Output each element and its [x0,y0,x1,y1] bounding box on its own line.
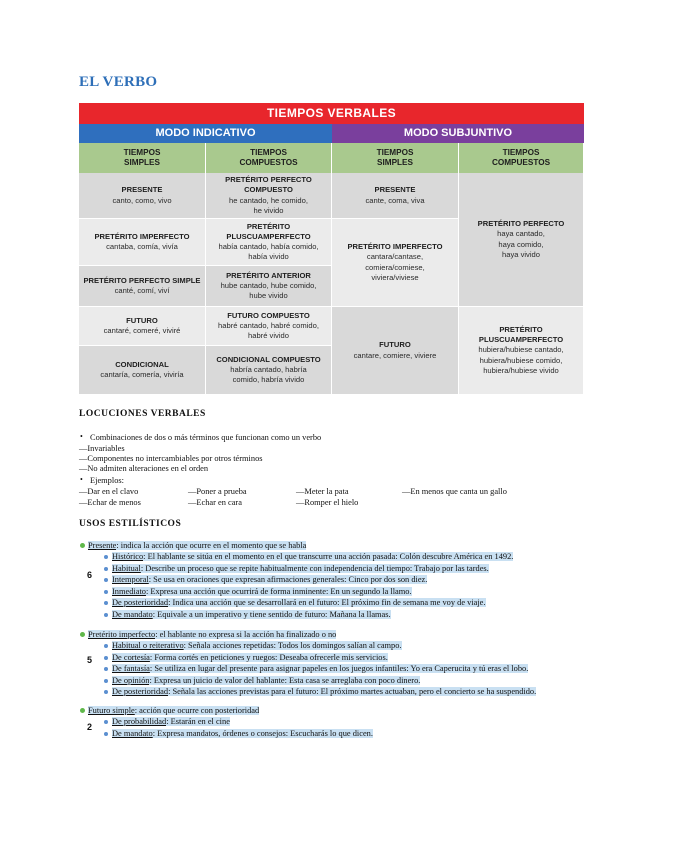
tense-example: he cantado, he comido, he vivido [229,195,308,215]
locuciones-def: Combinaciones de dos o más términos que funcionan como un verbo [90,433,322,442]
bullet: • [80,475,83,484]
uso-heading-text: : el hablante no expresa si la acción ha finalizado o no [155,630,337,639]
bullet-dot [80,543,85,548]
ind-simple-cell [79,173,206,219]
sub-bullet-dot [104,613,108,617]
tense-example: canto, como, vivo [112,195,172,205]
sub-bullet-dot [104,601,108,605]
uso-item-text: : Equivale a un imperativo y tiene sentido de futuro: Mañana la llamas. [152,609,391,619]
uso-item-label: De opinión [112,675,150,685]
tense-example: cantaré, comeré, viviré [103,326,181,335]
tense-example: hube cantado, hube comido, hube vivido [220,280,317,300]
tense-example: canté, comí, viví [114,286,170,295]
tense-name: CONDICIONAL [115,359,169,369]
tense-name: PRETÉRITO IMPERFECTO [94,231,190,241]
uso-item [112,551,513,562]
ejemplo-item: —Meter la pata [296,487,349,496]
sub-bullet-dot [104,578,108,582]
tense-example: cantare, comiere, viviere [353,350,437,360]
uso-heading-text: : acción que ocurre con posterioridad [134,706,260,715]
page-title: EL VERBO [79,74,158,90]
column-header: TIEMPOS SIMPLES [79,143,206,173]
ind-compuesto-cell [206,173,332,219]
uso-item-text: : Se utiliza en lugar del presente para asignar papeles en los juegos infantiles: Yo era Caperucita y tú eras el lobo. [149,664,529,673]
uso-item-label: Intemporal [112,575,149,584]
ejemplo-item: —En menos que canta un gallo [402,487,507,496]
uso-heading-label: Pretérito imperfecto [88,630,156,639]
sub-compuesto-cell [459,173,584,307]
tense-name: PRESENTE [121,185,163,195]
uso-heading [88,540,306,551]
tense-name: CONDICIONAL COMPUESTO [216,354,321,364]
ind-simple-cell [79,346,206,395]
sub-bullet-dot [104,590,108,594]
uso-item-label: Habitual [112,563,141,573]
column-header: TIEMPOS SIMPLES [332,143,459,173]
uso-heading-label: Futuro simple [88,706,135,715]
count-note: 5 [87,655,93,665]
uso-item-label: Habitual o reiterativo [112,641,184,650]
bullet-dot [80,632,85,637]
sub-simple-cell [332,307,459,395]
uso-item-label: Inmediato [112,586,146,596]
tense-name: PRETÉRITO PERFECTO COMPUESTO [225,175,312,195]
uso-item [112,686,536,697]
uso-item-label: De mandato [112,728,153,738]
bullet-dot [80,708,85,713]
tense-name: PRESENTE [374,185,416,195]
uso-item-text: : El hablante se sitúa en el momento en el que transcurre una acción pasada: Colón descubre América en 1492. [143,552,514,561]
uso-item [112,716,230,727]
tense-example: habría cantado, habría comido, habría vivido [230,364,307,384]
uso-item-text: : Señala acciones repetidas: Todos los domingos salían al campo. [183,641,402,650]
table-banner: TIEMPOS VERBALES [79,103,584,124]
tense-example: cante, coma, viva [365,195,425,205]
uso-item [112,609,391,620]
uso-item-label: De posterioridad [112,598,169,607]
sub-compuesto-cell [459,307,584,395]
ind-compuesto-cell [206,266,332,307]
prop-item: —Invariables [79,444,125,453]
sub-bullet-dot [104,555,108,559]
uso-item-text: : Se usa en oraciones que expresan afirmaciones generales: Cinco por dos son diez. [148,575,428,584]
column-header: TIEMPOS COMPUESTOS [459,143,584,173]
tense-example: hubiera/hubiese cantado, hubiera/hubiese comido, hubiera/hubiese vivido [478,345,564,375]
tense-example: había cantado, había comido, había vivido [218,242,319,262]
uso-item-label: De fantasía [112,664,150,673]
uso-item [112,675,420,686]
tense-name: PRETÉRITO IMPERFECTO [347,242,443,252]
uso-item [112,597,486,608]
tense-example: cantaría, comería, viviría [100,370,184,379]
uso-item [112,652,388,663]
ejemplo-item: —Romper el hielo [296,498,359,507]
ejemplo-item: —Echar de menos [79,498,141,507]
ejemplo-item: —Dar en el clavo [79,487,139,496]
uso-item [112,663,528,674]
tense-name: PRETÉRITO PLUSCUAMPERFECTO [478,325,564,345]
tense-name: PRETÉRITO PERFECTO SIMPLE [83,275,201,285]
uso-item-text: : Expresa mandatos, órdenes o consejos: Escucharás lo que dicen. [152,728,373,738]
ind-compuesto-cell [206,307,332,346]
usos-title: USOS ESTILÍSTICOS [79,519,182,529]
uso-item-text: : Expresa un juicio de valor del hablante: Esta casa se arreglaba con poco dinero. [149,675,421,685]
tense-example: cantara/cantase, comiera/comiese, viviera/viviese [365,252,425,282]
uso-item-label: Histórico [112,552,144,561]
sub-bullet-dot [104,720,108,724]
uso-item [112,586,412,597]
locuciones-title: LOCUCIONES VERBALES [79,409,206,419]
uso-item-text: : Estarán en el cine [166,717,230,726]
uso-item [112,574,427,585]
uso-heading [88,705,259,716]
tense-example: habré cantado, habré comido, habré vivido [218,320,319,340]
uso-heading-text: : indica la acción que ocurre en el momento que se habla [116,541,307,550]
tense-name: PRETÉRITO PLUSCUAMPERFECTO [226,221,311,241]
ejemplo-item: —Echar en cara [188,498,242,507]
uso-item-text: : Forma cortés en peticiones y ruegos: Deseaba ofrecerle mis servicios. [149,652,388,662]
uso-item-label: De mandato [112,609,153,619]
ind-simple-cell [79,307,206,346]
uso-item-text: : Señala las acciones previstas para el futuro: El próximo martes actuaban, pero el concierto se ha suspendido. [168,687,537,696]
uso-item-text: : Expresa una acción que ocurrirá de forma inminente: En un segundo la llamo. [145,586,412,596]
sub-simple-cell [332,219,459,307]
sub-bullet-dot [104,667,108,671]
sub-bullet-dot [104,732,108,736]
tense-example: haya cantado, haya comido, haya vivido [497,229,545,259]
uso-item-label: De posterioridad [112,687,169,696]
tense-name: PRETÉRITO PERFECTO [477,219,565,229]
column-header: TIEMPOS COMPUESTOS [206,143,332,173]
ind-simple-cell [79,219,206,266]
uso-item [112,563,489,574]
count-note: 2 [87,722,93,732]
bullet: • [80,432,83,441]
tense-name: FUTURO [126,315,158,325]
count-note: 6 [87,570,93,580]
mode-indicativo: MODO INDICATIVO [79,124,332,143]
uso-item-text: : Indica una acción que se desarrollará en el futuro: El próximo fin de semana me voy de viaje. [168,598,486,607]
sub-bullet-dot [104,679,108,683]
ind-compuesto-cell [206,346,332,395]
tense-example: cantaba, comía, vivía [106,242,178,251]
mode-subjuntivo: MODO SUBJUNTIVO [332,124,584,143]
sub-bullet-dot [104,690,108,694]
uso-item-label: De probabilidad [112,717,167,726]
uso-heading-label: Presente [88,541,117,550]
prop-item: —Componentes no intercambiables por otros términos [79,454,263,463]
ind-compuesto-cell [206,219,332,266]
ind-simple-cell [79,266,206,307]
tense-name: FUTURO COMPUESTO [227,310,310,320]
sub-simple-cell [332,173,459,219]
uso-item-text: : Describe un proceso que se repite habitualmente con independencia del tiempo: Trabajo por las tardes. [140,563,489,573]
uso-item-label: De cortesía [112,652,150,662]
sub-bullet-dot [104,567,108,571]
tiempos-verbales-table [79,103,584,395]
ejemplos-label: Ejemplos: [90,476,124,485]
sub-bullet-dot [104,644,108,648]
uso-item [112,640,402,651]
uso-heading [88,629,336,640]
uso-item [112,728,373,739]
tense-name: FUTURO [379,340,411,350]
sub-bullet-dot [104,656,108,660]
tense-name: PRETÉRITO ANTERIOR [226,270,311,280]
ejemplo-item: —Poner a prueba [188,487,247,496]
prop-item: —No admiten alteraciones en el orden [79,464,209,473]
